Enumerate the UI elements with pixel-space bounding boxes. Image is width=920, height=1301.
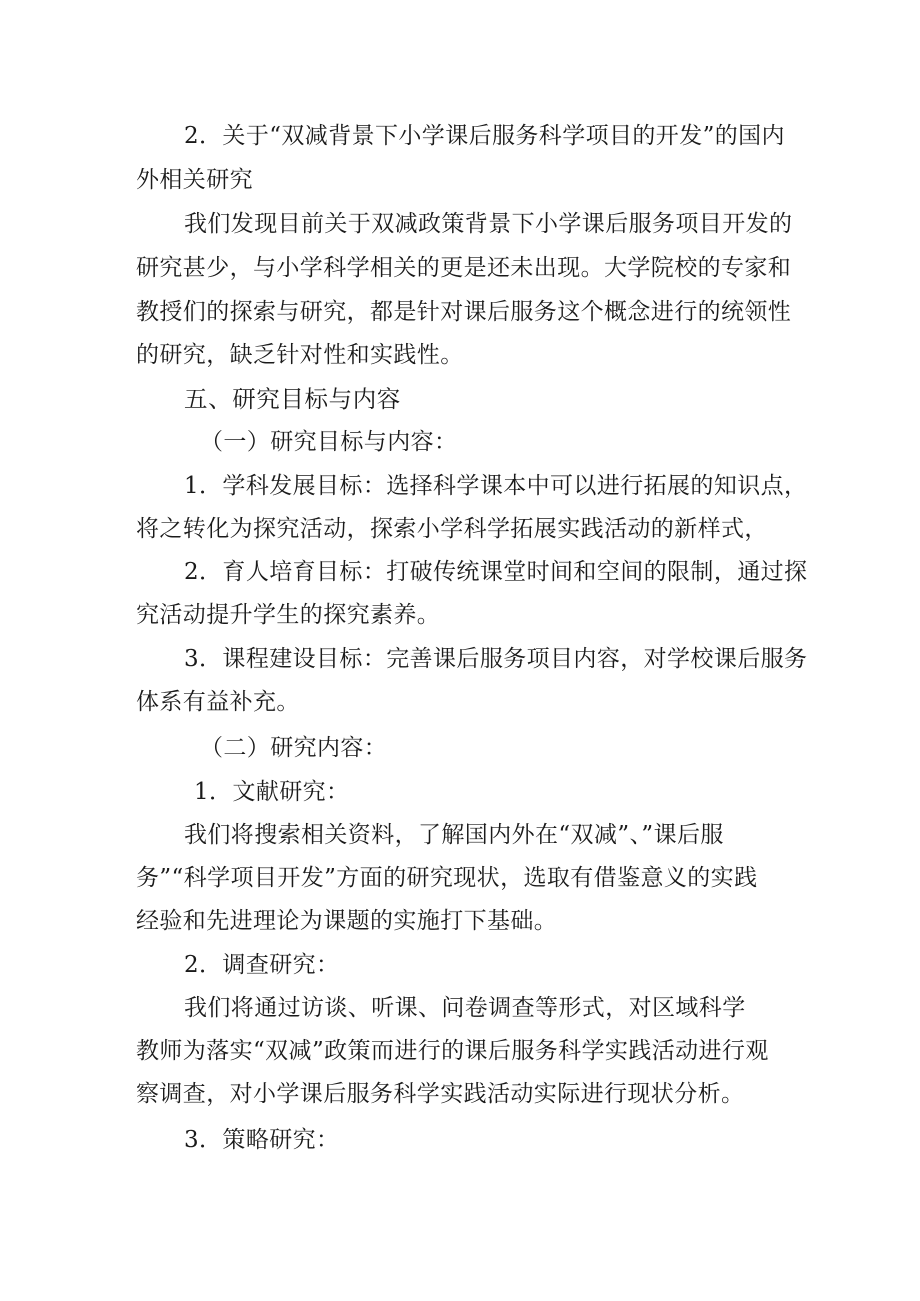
content-1-line-3: 经验和先进理论为课题的实施打下基础。 (136, 908, 558, 934)
item-2-title-line-1: 2．关于“双减背景下小学课后服务科学项目的开发”的国内 (184, 123, 785, 149)
content-2-title: 2．调查研究： (184, 952, 340, 978)
item-2-body-line-2: 研究甚少，与小学科学相关的更是还未出现。大学院校的专家和 (136, 255, 792, 281)
goal-3-line-1: 3．课程建设目标：完善课后服务项目内容，对学校课后服务 (184, 646, 808, 672)
section-5-heading: 五、研究目标与内容 (184, 385, 401, 413)
subsection-1-heading: （一）研究目标与内容： (200, 429, 458, 455)
item-2-title-line-2: 外相关研究 (136, 167, 253, 193)
goal-2-line-1: 2．育人培育目标：打破传统课堂时间和空间的限制，通过探 (184, 559, 808, 585)
goal-1-line-2: 将之转化为探究活动，探索小学科学拓展实践活动的新样式， (136, 516, 768, 542)
item-2-body-line-3: 教授们的探索与研究，都是针对课后服务这个概念进行的统领性 (136, 299, 792, 325)
content-1-line-1: 我们将搜索相关资料，了解国内外在“双减”、”课后服 (184, 822, 724, 848)
content-2-line-1: 我们将通过访谈、听课、问卷调查等形式，对区域科学 (184, 995, 746, 1021)
goal-1-line-1: 1．学科发展目标：选择科学课本中可以进行拓展的知识点， (184, 473, 808, 499)
content-1-line-2: 务”“科学项目开发”方面的研究现状，选取有借鉴意义的实践 (136, 865, 758, 891)
content-2-line-3: 察调查，对小学课后服务科学实践活动实际进行现状分析。 (136, 1081, 745, 1107)
goal-3-line-2: 体系有益补充。 (136, 689, 300, 715)
content-2-line-2: 教师为落实“双减”政策而进行的课后服务科学实践活动进行观 (136, 1038, 769, 1064)
item-2-body-line-4: 的研究，缺乏针对性和实践性。 (136, 342, 464, 368)
content-3-title: 3．策略研究： (184, 1127, 340, 1153)
content-1-title: 1．文献研究： (194, 779, 350, 805)
goal-2-line-2: 究活动提升学生的探究素养。 (136, 602, 441, 628)
item-2-body-line-1: 我们发现目前关于双减政策背景下小学课后服务项目开发的 (184, 211, 793, 237)
subsection-2-heading: （二）研究内容： (200, 735, 388, 761)
